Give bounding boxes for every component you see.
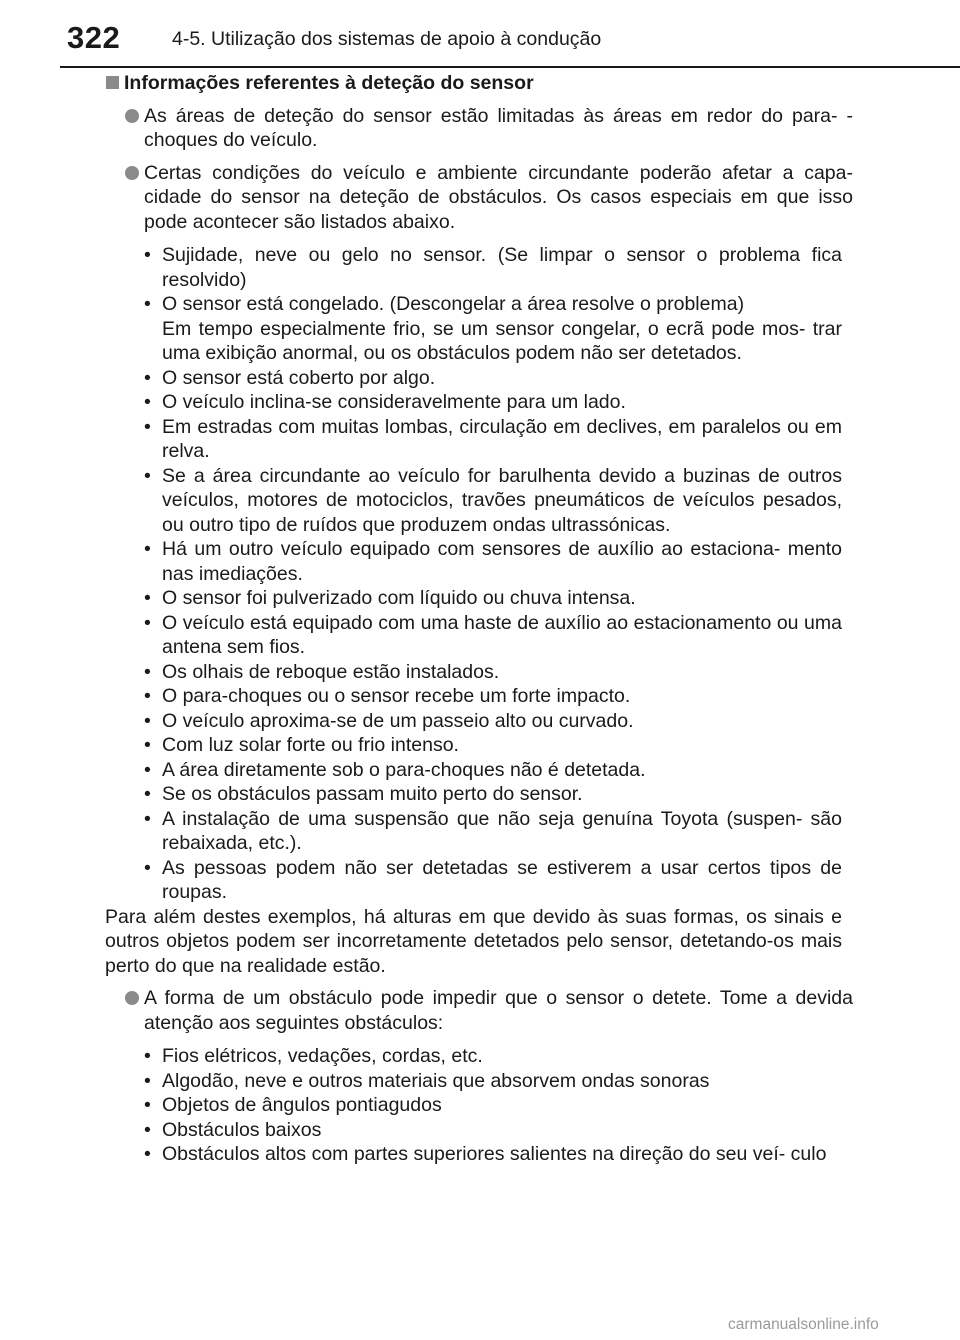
list-item-note: Em tempo especialmente frio, se um sensor congelar, o ecrã pode mos- trar uma exibição anormal, ou os obstáculos podem não ser detetados.: [162, 317, 842, 364]
list-item: • O veículo está equipado com uma haste de auxílio ao estacionamento ou uma antena sem fios.: [144, 611, 842, 658]
heading-text: Informações referentes à deteção do sensor: [124, 72, 534, 94]
bullet-symbol: •: [144, 1118, 151, 1141]
circle-bullet-icon: [125, 109, 139, 123]
examples-paragraph: Para além destes exemplos, há alturas em que devido às suas formas, os sinais e outros objetos podem ser incorretamente detetados pelo sensor, detetando-os mais perto do que na realidade estão.: [105, 905, 842, 977]
bullet-symbol: •: [144, 366, 151, 389]
bullet-symbol: •: [144, 758, 151, 781]
page-header: [0, 0, 960, 78]
list-item: • Fios elétricos, vedações, cordas, etc.: [144, 1045, 483, 1067]
bullet-symbol: •: [144, 807, 151, 830]
special-cases-list: [105, 243, 853, 905]
page-number: 322: [67, 20, 121, 55]
list-item: • O para-choques ou o sensor recebe um forte impacto.: [144, 685, 631, 707]
point-text: A forma de um obstáculo pode impedir que o sensor o detete. Tome a devida atenção aos seguintes obstáculos:: [144, 987, 853, 1034]
list-item: • Obstáculos baixos: [144, 1118, 322, 1141]
point-conditions: [105, 161, 853, 235]
list-item: • O sensor foi pulverizado com líquido ou chuva intensa.: [144, 587, 636, 609]
point-text: As áreas de deteção do sensor estão limitadas às áreas em redor do para- -choques do veículo.: [144, 104, 853, 151]
list-item: • Em estradas com muitas lombas, circulação em declives, em paralelos ou em relva.: [144, 415, 842, 462]
square-bullet-icon: [106, 76, 119, 89]
obstacles-list: [105, 1044, 853, 1167]
bullet-symbol: •: [144, 1094, 151, 1116]
list-item: • Algodão, neve e outros materiais que absorvem ondas sonoras: [144, 1069, 710, 1092]
circle-bullet-icon: [125, 166, 139, 180]
list-item: • Objetos de ângulos pontiagudos: [144, 1094, 442, 1116]
bullet-symbol: •: [144, 660, 151, 683]
watermark: carmanualsonline.info: [728, 1316, 879, 1333]
point-detection-areas: [105, 104, 853, 153]
bullet-symbol: •: [144, 391, 151, 413]
list-item: • Se a área circundante ao veículo for barulhenta devido a buzinas de outros veículos, motores de motociclos, travões pneumáticos de veículos pesados, ou outro tipo de ruídos que produzem ondas ultrassónicas.: [144, 464, 842, 536]
list-item: • O veículo aproxima-se de um passeio alto ou curvado.: [144, 709, 634, 732]
list-item: • Há um outro veículo equipado com sensores de auxílio ao estaciona- mento nas imediações.: [144, 538, 842, 585]
list-item: • Sujidade, neve ou gelo no sensor. (Se limpar o sensor o problema fica resolvido): [144, 244, 842, 291]
list-item: • O veículo inclina-se consideravelmente para um lado.: [144, 391, 626, 413]
bullet-symbol: •: [144, 1143, 151, 1165]
bullet-symbol: •: [144, 685, 151, 707]
bullet-symbol: •: [144, 734, 151, 756]
bullet-symbol: •: [144, 1069, 151, 1092]
bullet-symbol: •: [144, 709, 151, 732]
list-item: • Se os obstáculos passam muito perto do sensor.: [144, 783, 583, 805]
sensor-info-heading: [105, 71, 853, 96]
list-item: • O sensor está coberto por algo.: [144, 366, 436, 389]
point-text: Certas condições do veículo e ambiente circundante poderão afetar a capa- cidade do sensor na deteção de obstáculos. Os casos especiais em que isso pode acontecer são listados abaixo.: [144, 161, 853, 233]
header-rule: [60, 66, 960, 68]
list-item: • A instalação de uma suspensão que não seja genuína Toyota (suspen- são rebaixada, etc.).: [144, 807, 842, 854]
list-item: • A área diretamente sob o para-choques não é detetada.: [144, 758, 646, 781]
list-item: • Com luz solar forte ou frio intenso.: [144, 734, 459, 756]
circle-bullet-icon: [125, 991, 139, 1005]
list-item: • Obstáculos altos com partes superiores salientes na direção do seu veí- culo: [144, 1143, 827, 1165]
section-title: 4-5. Utilização dos sistemas de apoio à condução: [172, 28, 602, 50]
list-item: • O sensor está congelado. (Descongelar a área resolve o problema) Em tempo especialmente frio, se um sensor congelar, o ecrã pode mos- trar uma exibição anormal, ou os obstáculos podem não ser detetados.: [144, 293, 842, 364]
bullet-symbol: •: [144, 415, 151, 438]
bullet-symbol: •: [144, 244, 151, 266]
bullet-symbol: •: [144, 783, 151, 805]
bullet-symbol: •: [144, 293, 151, 315]
point-obstacle-shape: [105, 986, 853, 1035]
list-item: • Os olhais de reboque estão instalados.: [144, 660, 500, 683]
bullet-symbol: •: [144, 464, 151, 487]
bullet-symbol: •: [144, 538, 151, 560]
page-content: [105, 71, 853, 1167]
bullet-symbol: •: [144, 1045, 151, 1067]
bullet-symbol: •: [144, 587, 151, 609]
list-item: • As pessoas podem não ser detetadas se estiverem a usar certos tipos de roupas.: [144, 856, 842, 903]
bullet-symbol: •: [144, 856, 151, 879]
bullet-symbol: •: [144, 611, 151, 634]
